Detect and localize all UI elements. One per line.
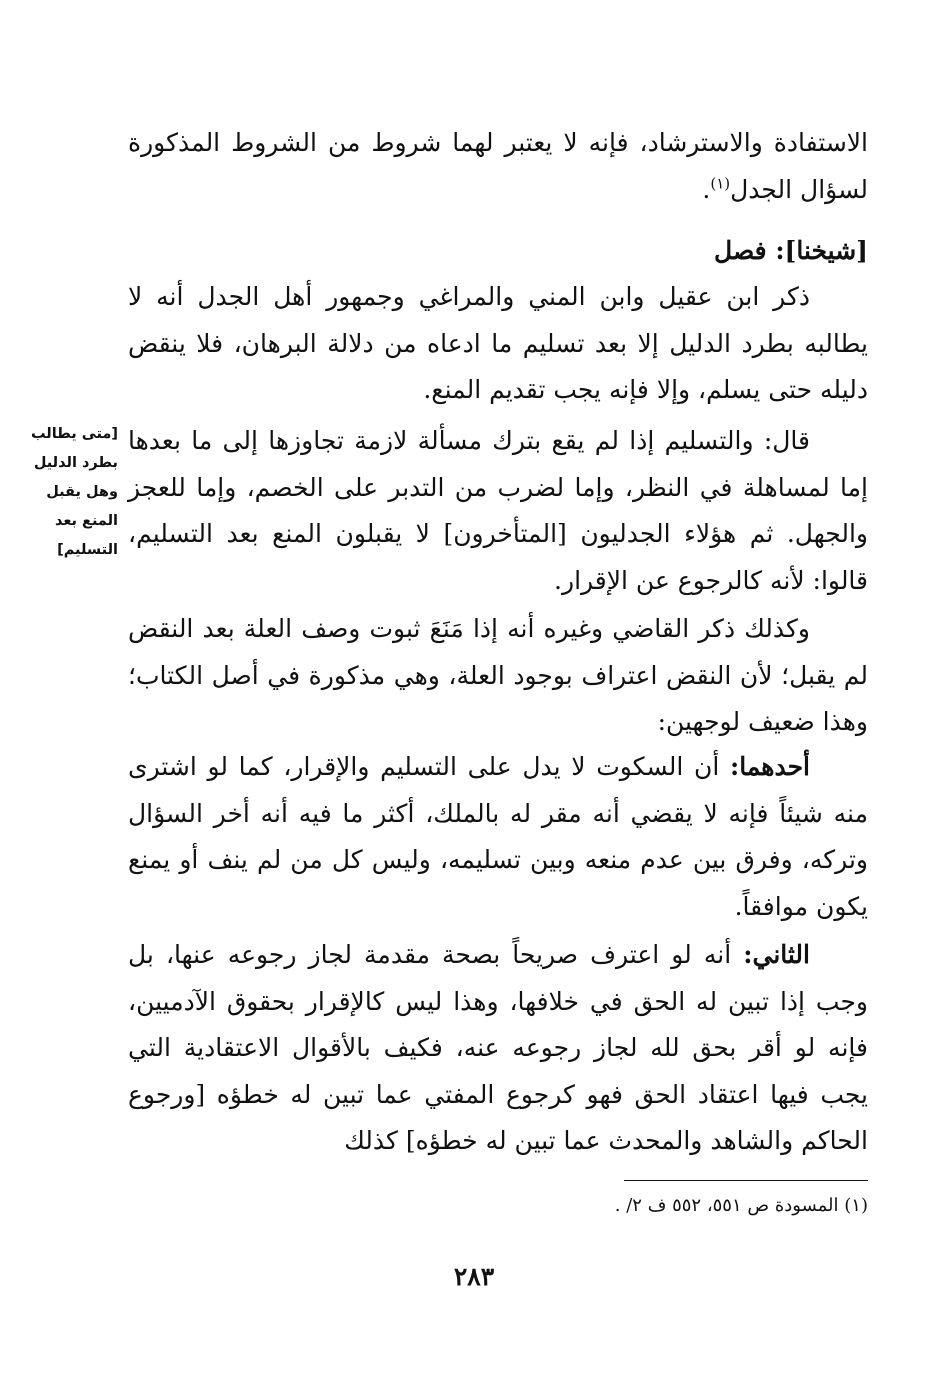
margin-note xyxy=(14,420,118,565)
section-heading xyxy=(128,228,868,274)
paragraph-1-text: ذكر ابن عقيل وابن المني والمراغي وجمهور أهل الجدل أنه لا يطالبه بطرد الدليل إلا بعد تسليم ما ادعاه من دلالة البرهان، فلا ينقض دليله حتى يسلم، وإلا فإنه يجب تقديم المنع. xyxy=(128,282,868,404)
paragraph-opening-text: الاستفادة والاسترشاد، فإنه لا يعتبر لهما شروط من الشروط المذكورة لسؤال الجدل xyxy=(128,128,868,204)
heading-bracket: [شيخنا]: xyxy=(775,236,868,265)
paragraph-4 xyxy=(128,744,868,930)
paragraph-1 xyxy=(128,274,868,414)
margin-note-line: التسليم] xyxy=(57,542,118,558)
paragraph-5-lead: الثاني: xyxy=(743,940,810,969)
paragraph-5 xyxy=(128,932,868,1165)
heading-title: فصل xyxy=(714,236,767,265)
margin-note-line: وهل يقبل xyxy=(46,484,118,500)
paragraph-3-text: وكذلك ذكر القاضي وغيره أنه إذا مَنَعَ ثبوت وصف العلة بعد النقض لم يقبل؛ لأن النقض اعتراف بوجود العلة، وهي مذكورة في أصل الكتاب؛ وهذا ضعيف لوجهين: xyxy=(128,614,868,736)
paragraph-opening-end: . xyxy=(702,174,711,204)
paragraph-3 xyxy=(128,606,868,746)
margin-note-line: المنع بعد xyxy=(54,513,118,529)
margin-note-line: بطرد الدليل xyxy=(33,455,118,471)
paragraph-4-lead: أحدهما: xyxy=(730,752,811,781)
paragraph-5-text: أنه لو اعترف صريحاً بصحة مقدمة لجاز رجوعه عنها، بل وجب إذا تبين له الحق في خلافها، وهذا ليس كالإقرار بحقوق الآدميين، فإنه لو أقر بحق لله لجاز رجوعه عنه، فكيف بالأقوال الاعتقادية التي يجب فيها اعتقاد الحق فهو كرجوع المفتي عما تبين له خطؤه [ورجوع الحاكم والشاهد والمحدث عما تبين له خطؤه] كذلك xyxy=(128,940,868,1155)
paragraph-opening xyxy=(128,120,868,213)
paragraph-2 xyxy=(128,418,868,604)
footnote-reference[interactable]: (١) xyxy=(710,174,731,193)
margin-note-line: [متى يطالب xyxy=(30,426,118,442)
page-number: ٢٨٣ xyxy=(453,1262,495,1291)
footnote-divider xyxy=(624,1180,868,1181)
paragraph-2-text: قال: والتسليم إذا لم يقع بترك مسألة لازمة تجاوزها إلى ما بعدها إما لمساهلة في النظر، وإما لضرب من التدبر على الخصم، وإما للعجز والجهل. ثم هؤلاء الجدليون [المتأخرون] لا يقبلون المنع بعد التسليم، قالوا: لأنه كالرجوع عن الإقرار. xyxy=(128,426,868,595)
footnote: (١) المسودة ص ٥٥١، ٥٥٢ ف ٢/ . xyxy=(614,1195,868,1216)
paragraph-4-text: أن السكوت لا يدل على التسليم والإقرار، كما لو اشترى منه شيئاً فإنه لا يقضي أنه مقر له بالملك، أكثر ما فيه أنه أخر السؤال وتركه، وفرق بين عدم منعه وبين تسليمه، وليس كل من لم ينف أو يمنع يكون موافقاً. xyxy=(128,752,868,921)
